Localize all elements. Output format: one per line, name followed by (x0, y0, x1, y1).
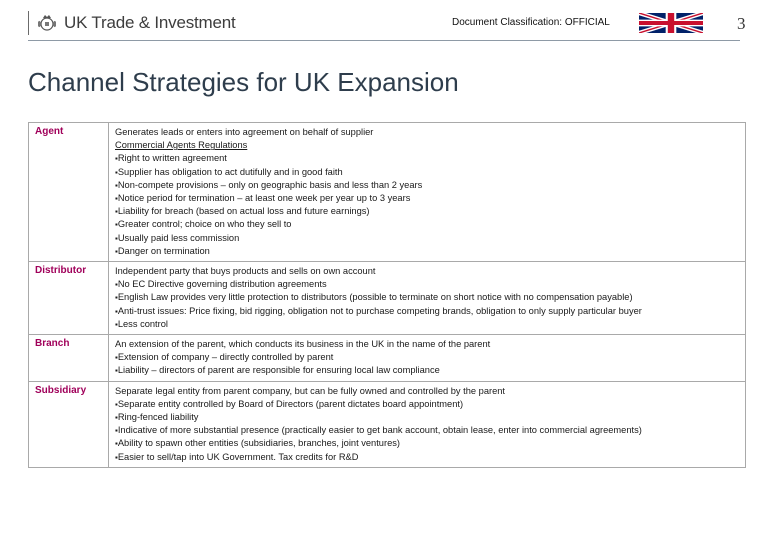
bullet-item (115, 364, 745, 377)
channel-strategy-table (28, 122, 746, 468)
bullet-text: Ring-fenced liability (117, 412, 199, 423)
bullet-item (115, 411, 745, 424)
bullet-text: Easier to sell/tap into UK Government. Tax credits for R&D (117, 451, 359, 462)
bullet-item (115, 152, 745, 165)
bullet-text: Usually paid less commission (117, 232, 240, 243)
row-intro: Separate legal entity from parent company, but can be fully owned and controlled by the parent (115, 385, 506, 396)
header-divider (28, 40, 740, 41)
row-intro: Independent party that buys products and sells on own account (115, 266, 376, 277)
bullet-text: Right to written agreement (117, 153, 227, 164)
row-label: Agent (35, 126, 64, 137)
row-intro: Generates leads or enters into agreement on behalf of supplier (115, 127, 374, 137)
bullet-text: Ability to spawn other entities (subsidiaries, branches, joint ventures) (117, 438, 400, 449)
bullet-item (115, 218, 745, 231)
bullet-text: Indicative of more substantial presence (practically easier to get bank account, obtain lease, enter into commercial agreements) (117, 425, 642, 436)
row-description (108, 335, 745, 381)
royal-crest-icon (36, 12, 58, 34)
bullet-text: Notice period for termination – at least one week per year up to 3 years (117, 193, 411, 204)
bullet-item (115, 291, 745, 304)
page-title: Channel Strategies for UK Expansion (28, 67, 459, 97)
ukti-logo (28, 10, 236, 36)
table-row (29, 334, 745, 381)
bullet-item (115, 305, 745, 318)
row-description (108, 382, 745, 467)
bullet-item (115, 351, 745, 364)
bullet-text: Non-compete provisions – only on geographic basis and less than 2 years (117, 179, 423, 190)
bullet-item (115, 166, 745, 179)
bullet-text: Separate entity controlled by Board of Directors (parent dictates board appointment) (117, 398, 464, 409)
row-description (108, 262, 745, 334)
bullet-text: Supplier has obligation to act dutifully and in good faith (117, 166, 343, 177)
bullet-item (115, 398, 745, 411)
row-label: Branch (35, 338, 70, 350)
row-label: Subsidiary (35, 384, 87, 396)
bullet-text: Less control (117, 318, 168, 329)
bullet-item (115, 424, 745, 437)
bullet-text: No EC Directive governing distribution agreements (117, 279, 327, 290)
row-intro: An extension of the parent, which conducts its business in the UK in the name of the parent (115, 339, 491, 350)
bullet-text: Danger on termination (117, 245, 210, 256)
row-label: Distributor (35, 265, 87, 277)
bullet-text: Liability – directors of parent are responsible for ensuring local law compliance (117, 365, 440, 376)
bullet-item (115, 232, 745, 245)
union-jack-flag-icon (639, 13, 703, 33)
bullet-item (115, 318, 745, 331)
bullet-item (115, 451, 745, 464)
bullet-text: Anti-trust issues: Price fixing, bid rigging, obligation not to purchase competing brands, obligation to only supply particular buyer (117, 305, 642, 316)
bullet-item (115, 192, 745, 205)
bullet-text: Extension of company – directly controlled by parent (117, 352, 334, 363)
bullet-text: English Law provides very little protection to distributors (possible to terminate on short notice with no compensation payable) (117, 292, 633, 303)
table-row (29, 381, 745, 467)
bullet-item (115, 245, 745, 258)
logo-divider (28, 11, 29, 35)
bullet-text: Greater control; choice on who they sell to (117, 219, 292, 230)
brand-name: UK Trade & Investment (64, 13, 236, 32)
bullet-item (115, 437, 745, 450)
bullet-item (115, 278, 745, 291)
table-row (29, 261, 745, 334)
page-number: 3 (737, 14, 746, 33)
bullet-text: Liability for breach (based on actual loss and future earnings) (117, 206, 370, 217)
row-subheading: Commercial Agents Regulations (115, 140, 248, 151)
row-description (108, 123, 745, 261)
bullet-item (115, 205, 745, 218)
document-classification: Document Classification: OFFICIAL (452, 17, 610, 28)
table-row (29, 123, 745, 261)
bullet-item (115, 179, 745, 192)
